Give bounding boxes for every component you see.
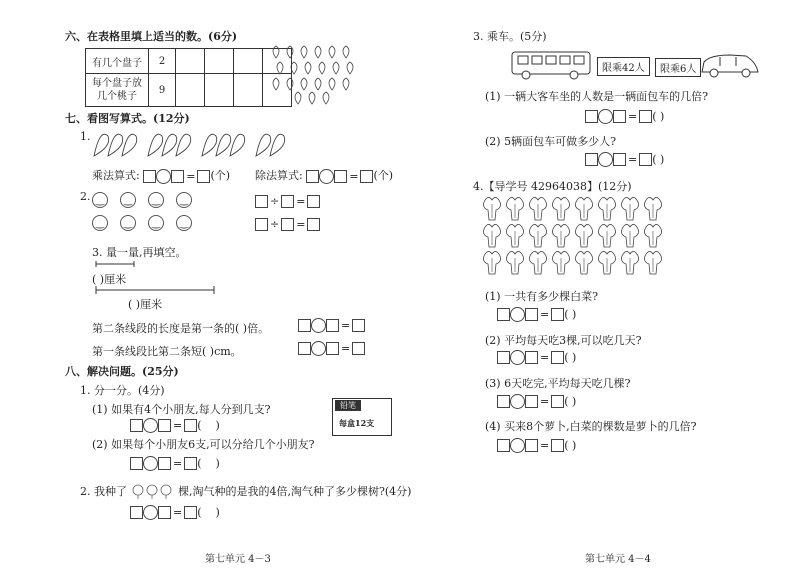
pencil-box-text: 每盒12支 xyxy=(339,418,375,428)
pencil-box-title: 铅笔 xyxy=(335,400,361,411)
answer-box[interactable] xyxy=(158,506,171,519)
answer-box[interactable] xyxy=(497,439,510,452)
formula-row: = ( ) xyxy=(130,505,220,520)
operator-circle[interactable] xyxy=(319,169,334,184)
formula-row: = xyxy=(298,318,365,333)
operator-circle[interactable] xyxy=(311,341,326,356)
question-8-2-start: 2. 我种了 xyxy=(80,485,127,498)
formula-row: = ( ) xyxy=(585,109,664,124)
multiplication-formula-row: 乘法算式: = (个) xyxy=(92,169,231,183)
trees-icon xyxy=(131,484,175,500)
answer-box[interactable] xyxy=(585,153,598,166)
smiley-face-icon xyxy=(148,215,164,231)
answer-box[interactable] xyxy=(184,506,197,519)
formula-row: = xyxy=(298,341,365,356)
operator-circle[interactable] xyxy=(510,307,525,322)
peaches-illustration xyxy=(268,44,364,106)
smiley-face-icon xyxy=(120,192,136,208)
unit-paren: ( ) xyxy=(652,110,665,123)
table-row-label: 有几个盘子 xyxy=(86,49,149,74)
operator-circle[interactable] xyxy=(143,418,158,433)
bus-capacity-label: 限乘42人 xyxy=(597,57,650,76)
segment-2-length: ( )厘米 xyxy=(128,298,163,311)
segment-1-length: ( )厘米 xyxy=(92,273,127,286)
answer-box[interactable] xyxy=(525,308,538,321)
formula-row: = ( ) xyxy=(585,152,664,167)
answer-box[interactable] xyxy=(255,195,268,208)
answer-box[interactable] xyxy=(525,351,538,364)
answer-box[interactable] xyxy=(613,110,626,123)
unit-paren: ( ) xyxy=(564,439,577,452)
smiley-face-icon xyxy=(92,215,108,231)
question-7-2-number: 2. xyxy=(80,190,91,203)
answer-box[interactable] xyxy=(307,218,320,231)
operator-circle[interactable] xyxy=(143,505,158,520)
footer-left: 第七单元 4－3 xyxy=(205,554,271,565)
table-cell-blank[interactable] xyxy=(234,74,263,107)
unit-paren: ( ) xyxy=(564,308,577,321)
answer-box[interactable] xyxy=(130,506,143,519)
answer-box[interactable] xyxy=(197,170,210,183)
answer-box[interactable] xyxy=(130,419,143,432)
question-7-1-number: 1. xyxy=(80,130,91,143)
answer-box[interactable] xyxy=(525,439,538,452)
operator-circle[interactable] xyxy=(598,152,613,167)
section-8-title: 八、解决问题。(25分) xyxy=(65,365,179,378)
section-6-title: 六、在表格里填上适当的数。(6分) xyxy=(65,30,238,43)
smiley-face-icon xyxy=(176,192,192,208)
answer-box[interactable] xyxy=(585,110,598,123)
unit-paren: ( ) xyxy=(652,153,665,166)
answer-box[interactable] xyxy=(497,395,510,408)
answer-box[interactable] xyxy=(255,218,268,231)
unit-paren: ( ) xyxy=(564,351,577,364)
question-8-2-rest: 棵,淘气种的是我的4倍,淘气种了多少棵树?(4分) xyxy=(178,485,412,498)
question-4-title: 4.【导学号 42964038】(12分) xyxy=(473,180,632,193)
table-cell: 2 xyxy=(149,49,176,74)
unit-paren: ( ) xyxy=(564,395,577,408)
answer-box[interactable] xyxy=(326,342,339,355)
question-4-1: (1) 一共有多少棵白菜? xyxy=(485,290,598,303)
table-cell-blank[interactable] xyxy=(205,74,234,107)
table-cell-blank[interactable] xyxy=(176,49,205,74)
answer-box[interactable] xyxy=(613,153,626,166)
answer-box[interactable] xyxy=(497,308,510,321)
bird-groups-illustration xyxy=(92,126,292,162)
formula-row: = ( ) xyxy=(130,418,220,433)
answer-box[interactable] xyxy=(281,218,294,231)
division-row-2: ÷ = xyxy=(255,217,320,231)
answer-box[interactable] xyxy=(171,170,184,183)
question-8-1b: (2) 如果每个小朋友6支,可以分给几个小朋友? xyxy=(92,438,315,451)
answer-box[interactable] xyxy=(298,319,311,332)
question-7-3: 3. 量一量,再填空。 xyxy=(92,246,187,259)
smiley-face-icon xyxy=(148,192,164,208)
question-7-3b: 第一条线段比第二条短( )cm。 xyxy=(92,345,242,358)
answer-box[interactable] xyxy=(281,195,294,208)
division-formula-row: 除法算式: = (个) xyxy=(255,169,394,183)
smiley-face-icon xyxy=(120,215,136,231)
answer-box[interactable] xyxy=(184,457,197,470)
operator-circle[interactable] xyxy=(156,169,171,184)
operator-circle[interactable] xyxy=(143,456,158,471)
formula-row: = ( ) xyxy=(497,350,576,365)
answer-box[interactable] xyxy=(143,170,156,183)
table-cell: 9 xyxy=(149,74,176,107)
question-8-1: 1. 分一分。(4分) xyxy=(80,384,165,397)
answer-box[interactable] xyxy=(525,395,538,408)
answer-box[interactable] xyxy=(639,110,652,123)
operator-circle[interactable] xyxy=(598,109,613,124)
answer-box[interactable] xyxy=(551,439,564,452)
answer-box[interactable] xyxy=(352,319,365,332)
pencil-box xyxy=(332,398,392,436)
answer-box[interactable] xyxy=(352,342,365,355)
table-cell-blank[interactable] xyxy=(205,49,234,74)
question-7-3a: 第二条线段的长度是第一条的( )倍。 xyxy=(92,322,270,335)
unit-label: (个) xyxy=(373,169,394,182)
formula-row: = ( ) xyxy=(497,307,576,322)
van-icon xyxy=(700,52,760,80)
table-cell-blank[interactable] xyxy=(176,74,205,107)
answer-box[interactable] xyxy=(639,153,652,166)
plate-table xyxy=(85,48,292,107)
question-3-2: (2) 5辆面包车可做多少人? xyxy=(485,135,616,148)
answer-box[interactable] xyxy=(551,351,564,364)
answer-box[interactable] xyxy=(298,342,311,355)
answer-box[interactable] xyxy=(551,308,564,321)
question-8-1a: (1) 如果有4个小朋友,每人分到几支? xyxy=(92,403,271,416)
question-3-1: (1) 一辆大客车坐的人数是一辆面包车的几倍? xyxy=(485,90,708,103)
question-4-3: (3) 6天吃完,平均每天吃几棵? xyxy=(485,377,631,390)
van-capacity-label: 限乘6人 xyxy=(655,58,701,77)
operator-circle[interactable] xyxy=(510,438,525,453)
formula-row: = ( ) xyxy=(497,438,576,453)
footer-right: 第七单元 4－4 xyxy=(585,554,651,565)
answer-box[interactable] xyxy=(130,457,143,470)
answer-box[interactable] xyxy=(551,395,564,408)
formula-row: = ( ) xyxy=(130,456,220,471)
division-row-1: ÷ = xyxy=(255,194,320,208)
answer-box[interactable] xyxy=(360,170,373,183)
mult-label: 乘法算式: xyxy=(92,169,140,182)
table-cell-blank[interactable] xyxy=(234,49,263,74)
answer-box[interactable] xyxy=(326,319,339,332)
question-4-2: (2) 平均每天吃3棵,可以吃几天? xyxy=(485,334,642,347)
answer-box[interactable] xyxy=(497,351,510,364)
unit-label: (个) xyxy=(210,169,231,182)
answer-box[interactable] xyxy=(334,170,347,183)
operator-circle[interactable] xyxy=(510,350,525,365)
answer-box[interactable] xyxy=(184,419,197,432)
section-7-title: 七、看图写算式。(12分) xyxy=(65,112,190,125)
operator-circle[interactable] xyxy=(311,318,326,333)
smiley-face-icon xyxy=(92,192,108,208)
div-label: 除法算式: xyxy=(255,169,303,182)
answer-box[interactable] xyxy=(306,170,319,183)
table-row-label: 每个盘子放几个桃子 xyxy=(86,74,149,107)
answer-box[interactable] xyxy=(307,195,320,208)
answer-box[interactable] xyxy=(158,419,171,432)
cabbages-illustration xyxy=(482,196,672,276)
smiley-face-icon xyxy=(176,215,192,231)
answer-box[interactable] xyxy=(158,457,171,470)
question-3-title: 3. 乘车。(5分) xyxy=(473,30,547,43)
formula-row: = ( ) xyxy=(497,394,576,409)
question-8-2 xyxy=(80,483,411,500)
bus-icon xyxy=(510,48,594,80)
operator-circle[interactable] xyxy=(510,394,525,409)
question-4-4: (4) 买来8个萝卜,白菜的棵数是萝卜的几倍? xyxy=(485,420,697,433)
